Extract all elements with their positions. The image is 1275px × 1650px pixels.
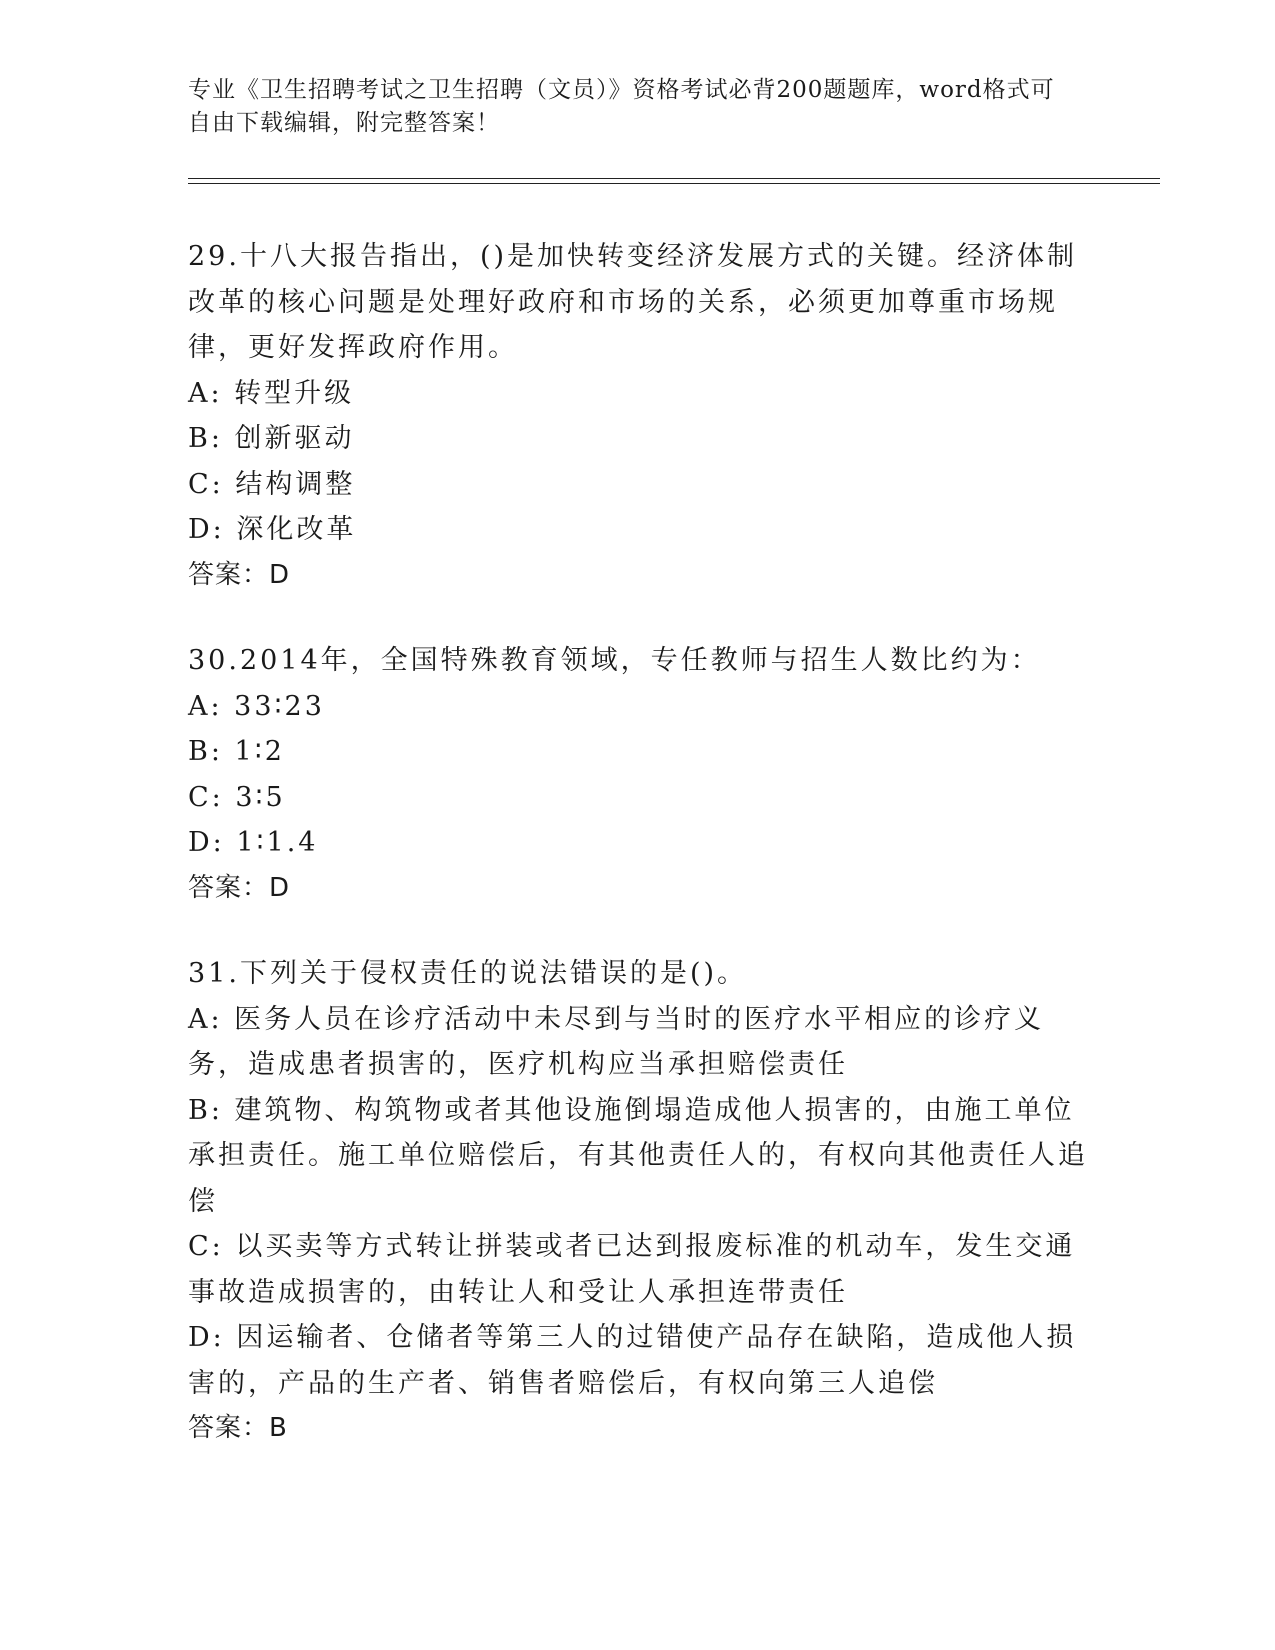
option-c: C: 结构调整 <box>188 468 356 500</box>
answer-line: 答案：D <box>188 559 291 590</box>
question-item <box>188 638 1088 911</box>
header-divider <box>188 178 1160 184</box>
answer-line: 答案：B <box>188 1413 288 1443</box>
option-b: B: 建筑物、构筑物或者其他设施倒塌造成他人损害的，由施工单位承担责任。施工单位赔偿后，有其他责任人的，有权向其他责任人追偿 <box>188 1094 1088 1217</box>
option-b: B: 1∶2 <box>188 736 285 767</box>
answer-line: 答案：D <box>188 872 291 903</box>
question-list <box>188 234 1088 1492</box>
option-c: C: 以买卖等方式转让拼装或者已达到报废标准的机动车，发生交通事故造成损害的，由转让人和受让人承担连带责任 <box>188 1231 1076 1308</box>
option-b: B: 创新驱动 <box>188 423 355 454</box>
option-d: D: 1∶1.4 <box>188 827 319 858</box>
option-a: A: 33∶23 <box>188 690 325 722</box>
question-stem: 31.下列关于侵权责任的说法错误的是()。 <box>188 958 748 989</box>
option-a: A: 医务人员在诊疗活动中未尽到与当时的医疗水平相应的诊疗义务，造成患者损害的，医疗机构应当承担赔偿责任 <box>188 1003 1045 1080</box>
question-stem: 29.十八大报告指出，()是加快转变经济发展方式的关键。经济体制改革的核心问题是处理好政府和市场的关系，必须更加尊重市场规律，更好发挥政府作用。 <box>188 241 1078 363</box>
option-a: A: 转型升级 <box>188 377 355 409</box>
question-stem: 30.2014年，全国特殊教育领域，专任教师与招生人数比约为： <box>188 645 1041 676</box>
question-item <box>188 951 1088 1452</box>
page-header: 专业《卫生招聘考试之卫生招聘（文员）》资格考试必背200题题库，word格式可自由下载编辑，附完整答案！ <box>188 77 1055 136</box>
option-c: C: 3∶5 <box>188 781 286 813</box>
option-d: D: 深化改革 <box>188 514 357 545</box>
option-d: D: 因运输者、仓储者等第三人的过错使产品存在缺陷，造成他人损害的，产品的生产者、销售者赔偿后，有权向第三人追偿 <box>188 1322 1077 1399</box>
question-item <box>188 234 1088 598</box>
